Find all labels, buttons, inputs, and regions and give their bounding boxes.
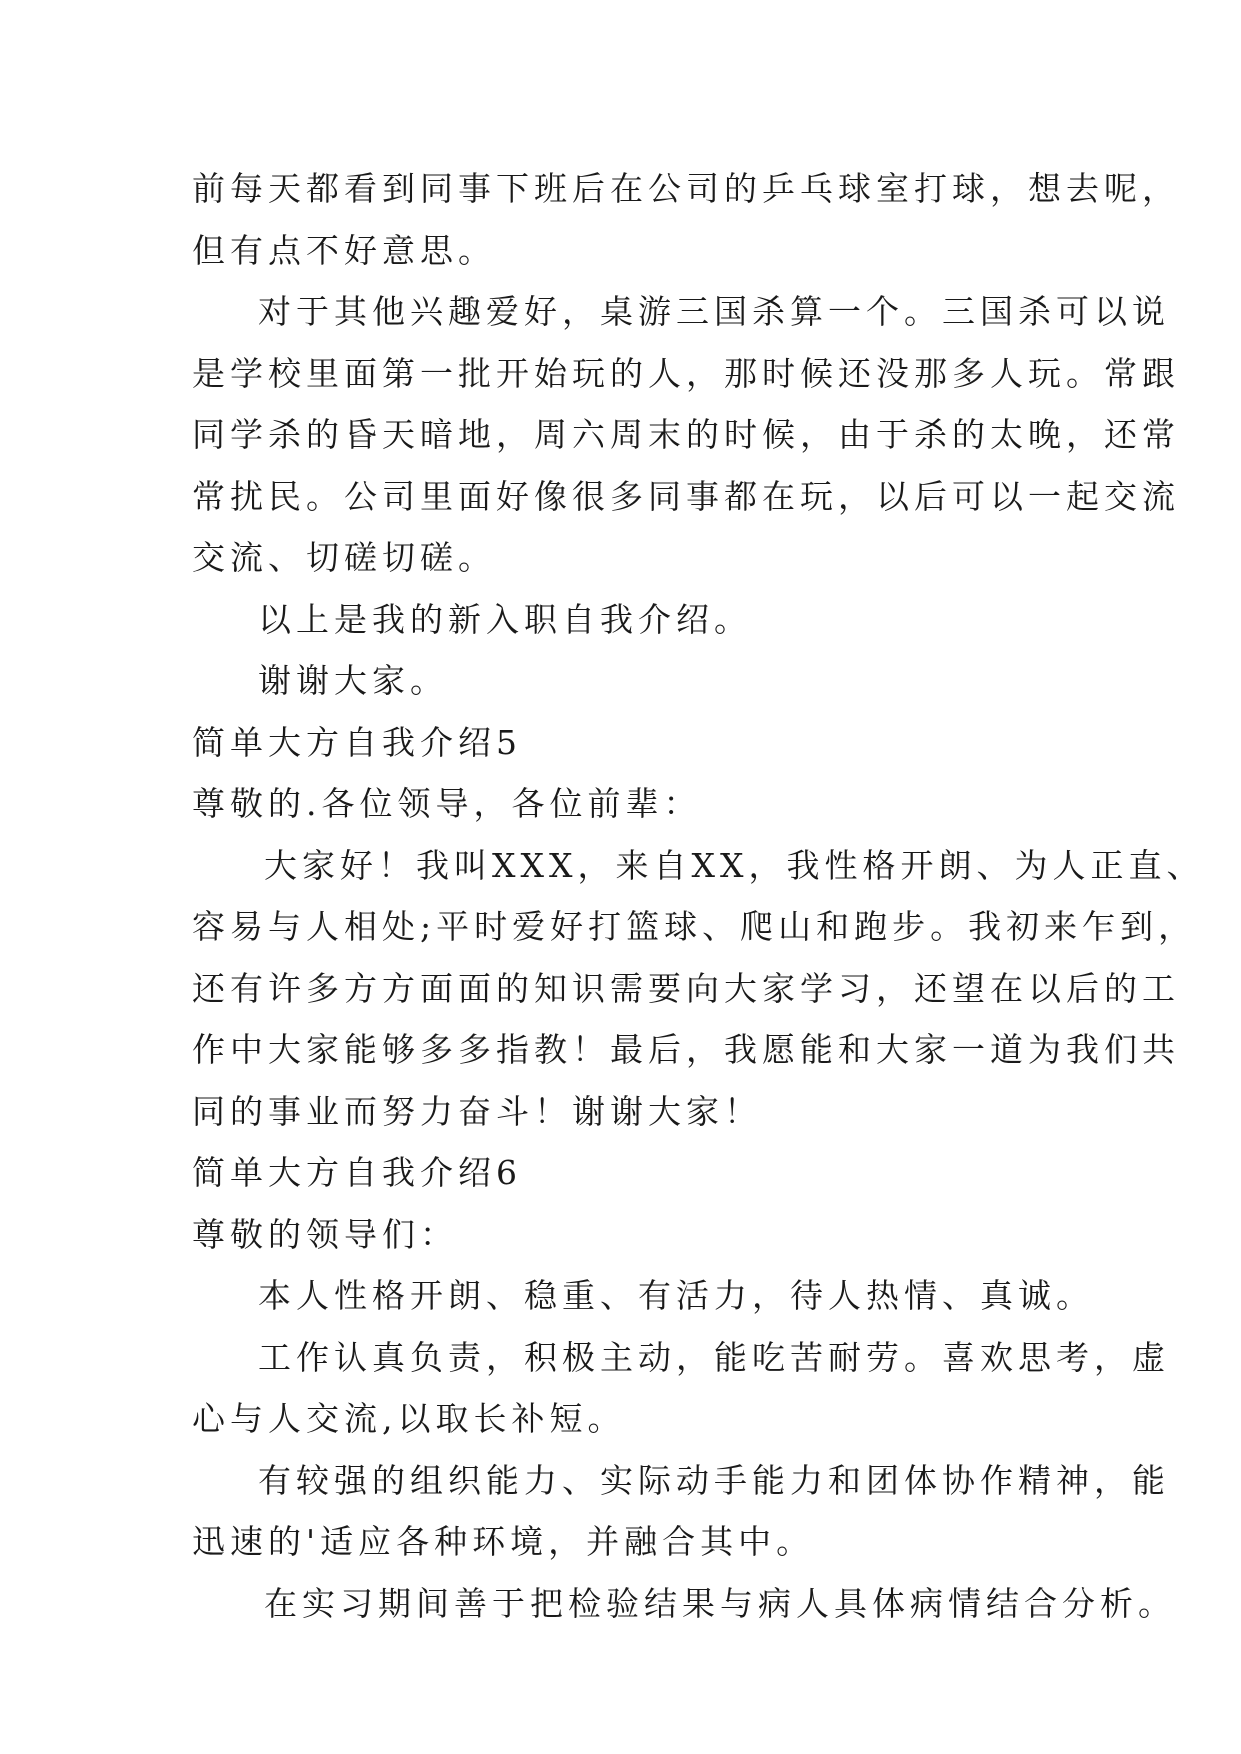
- text-line: 作中大家能够多多指教！最后，我愿能和大家一道为我们共: [192, 1030, 1180, 1069]
- section-heading: 简单大方自我介绍6: [192, 1153, 522, 1192]
- text-line: 常扰民。公司里面好像很多同事都在玩，以后可以一起交流: [192, 476, 1180, 516]
- text-line: 同学杀的昏天暗地，周六周末的时候，由于杀的太晚，还常: [192, 415, 1180, 454]
- text-line: 交流、切磋切磋。: [192, 538, 496, 577]
- paragraph-start: 本人性格开朗、稳重、有活力，待人热情、真诚。: [258, 1276, 1094, 1315]
- document-body: [192, 158, 1205, 1634]
- text-line: 前每天都看到同事下班后在公司的乒乓球室打球，想去呢，: [192, 169, 1180, 208]
- salutation: 尊敬的.各位领导，各位前辈：: [192, 784, 702, 823]
- paragraph-start: 在实习期间善于把检验结果与病人具体病情结合分析。: [264, 1583, 1176, 1623]
- text-line: 容易与人相处;平时爱好打篮球、爬山和跑步。我初来乍到，: [192, 907, 1197, 946]
- text-line: 是学校里面第一批开始玩的人，那时候还没那多人玩。常跟: [192, 353, 1180, 393]
- paragraph-start: 工作认真负责，积极主动，能吃苦耐劳。喜欢思考，虚: [258, 1337, 1170, 1377]
- section-heading: 简单大方自我介绍5: [192, 722, 522, 762]
- paragraph-start: 谢谢大家。: [258, 661, 448, 700]
- salutation: 尊敬的领导们：: [192, 1214, 458, 1254]
- text-line: 还有许多方方面面的知识需要向大家学习，还望在以后的工: [192, 968, 1180, 1008]
- paragraph-start: 以上是我的新入职自我介绍。: [258, 599, 752, 639]
- paragraph-start: 对于其他兴趣爱好，桌游三国杀算一个。三国杀可以说: [258, 292, 1170, 331]
- paragraph-start: 有较强的组织能力、实际动手能力和团体协作精神，能: [258, 1460, 1170, 1500]
- text-line: 心与人交流,以取长补短。: [192, 1399, 626, 1438]
- text-line: 但有点不好意思。: [192, 230, 496, 270]
- text-line: 同的事业而努力奋斗！谢谢大家！: [192, 1091, 762, 1131]
- text-line: 迅速的'适应各种环境，并融合其中。: [192, 1522, 815, 1561]
- paragraph-start: 大家好！我叫XXX，来自XX，我性格开朗、为人正直、: [264, 845, 1205, 885]
